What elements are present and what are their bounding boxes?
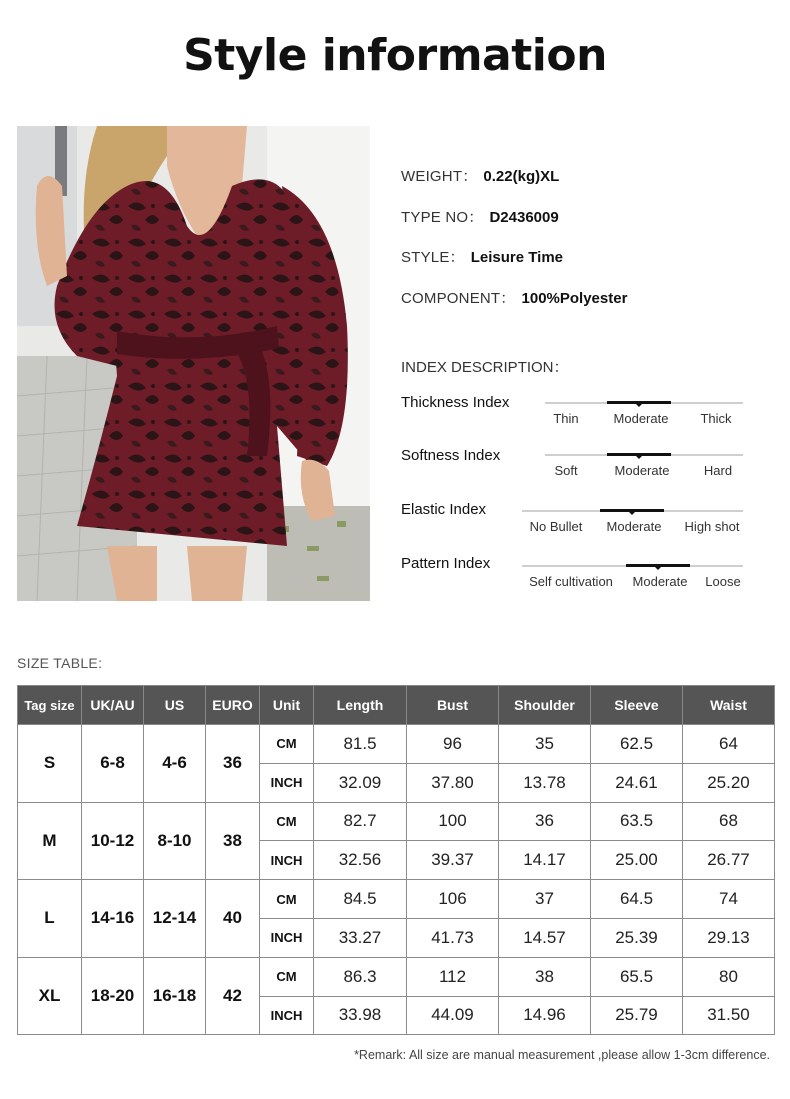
thickness-level-3: Thick <box>700 411 732 426</box>
softness-level-2: Moderate <box>614 463 670 478</box>
ukau-cell: 18-20 <box>82 957 144 1035</box>
bust-cell: 106 <box>407 880 499 919</box>
softness-level-1: Soft <box>554 463 578 478</box>
elastic-index-scale <box>522 510 743 512</box>
elastic-level-1: No Bullet <box>529 519 583 534</box>
header-ukau: UK/AU <box>82 686 144 725</box>
length-cell: 86.3 <box>314 957 407 996</box>
page-title: Style information <box>183 30 607 81</box>
spec-component-value: 100%Polyester <box>521 290 628 307</box>
waist-cell: 64 <box>683 725 775 764</box>
unit-cell: INCH <box>260 841 314 880</box>
header-us: US <box>144 686 206 725</box>
waist-cell: 68 <box>683 802 775 841</box>
elastic-level-3: High shot <box>684 519 740 534</box>
ukau-cell: 6-8 <box>82 725 144 803</box>
spec-weight-value: 0.22(kg)XL <box>483 168 560 185</box>
bust-cell: 44.09 <box>407 996 499 1035</box>
length-cell: 32.56 <box>314 841 407 880</box>
sleeve-cell: 24.61 <box>591 763 683 802</box>
ukau-cell: 14-16 <box>82 880 144 958</box>
unit-cell: INCH <box>260 918 314 957</box>
unit-cell: CM <box>260 957 314 996</box>
spec-style-label: STYLE： <box>401 249 465 266</box>
waist-cell: 31.50 <box>683 996 775 1035</box>
waist-cell: 80 <box>683 957 775 996</box>
shoulder-cell: 14.96 <box>499 996 591 1035</box>
euro-cell: 40 <box>206 880 260 958</box>
bust-cell: 41.73 <box>407 918 499 957</box>
header-euro: EURO <box>206 686 260 725</box>
ukau-cell: 10-12 <box>82 802 144 880</box>
header-tag-size: Tag size <box>18 686 82 725</box>
pattern-index-scale <box>522 565 743 567</box>
spec-type-label: TYPE NO： <box>401 209 484 226</box>
waist-cell: 25.20 <box>683 763 775 802</box>
spec-weight-label: WEIGHT： <box>401 168 478 185</box>
bust-cell: 112 <box>407 957 499 996</box>
sleeve-cell: 25.00 <box>591 841 683 880</box>
us-cell: 12-14 <box>144 880 206 958</box>
sleeve-cell: 62.5 <box>591 725 683 764</box>
waist-cell: 74 <box>683 880 775 919</box>
waist-cell: 26.77 <box>683 841 775 880</box>
header-waist: Waist <box>683 686 775 725</box>
spec-style-value: Leisure Time <box>470 249 563 266</box>
thickness-index-label: Thickness Index <box>401 394 510 411</box>
spec-component-label: COMPONENT： <box>401 290 516 307</box>
spec-type-value: D2436009 <box>489 209 559 226</box>
softness-index-scale <box>545 454 743 456</box>
header-shoulder: Shoulder <box>499 686 591 725</box>
waist-cell: 29.13 <box>683 918 775 957</box>
unit-cell: INCH <box>260 763 314 802</box>
thickness-index-scale <box>545 402 743 404</box>
unit-cell: CM <box>260 802 314 841</box>
thickness-level-2: Moderate <box>613 411 669 426</box>
header-bust: Bust <box>407 686 499 725</box>
length-cell: 81.5 <box>314 725 407 764</box>
size-table-title: SIZE TABLE: <box>17 655 103 671</box>
product-photo <box>17 126 370 601</box>
header-sleeve: Sleeve <box>591 686 683 725</box>
sleeve-cell: 63.5 <box>591 802 683 841</box>
index-description-title: INDEX DESCRIPTION： <box>401 359 569 376</box>
shoulder-cell: 13.78 <box>499 763 591 802</box>
bust-cell: 100 <box>407 802 499 841</box>
shoulder-cell: 14.57 <box>499 918 591 957</box>
pattern-level-2: Moderate <box>632 574 688 589</box>
sleeve-cell: 25.39 <box>591 918 683 957</box>
sleeve-cell: 25.79 <box>591 996 683 1035</box>
length-cell: 33.98 <box>314 996 407 1035</box>
table-row <box>18 957 775 996</box>
sleeve-cell: 65.5 <box>591 957 683 996</box>
pattern-level-1: Self cultivation <box>529 574 613 589</box>
pattern-index-pointer <box>654 566 662 570</box>
shoulder-cell: 37 <box>499 880 591 919</box>
bust-cell: 39.37 <box>407 841 499 880</box>
us-cell: 8-10 <box>144 802 206 880</box>
softness-level-3: Hard <box>703 463 733 478</box>
length-cell: 32.09 <box>314 763 407 802</box>
bust-cell: 96 <box>407 725 499 764</box>
header-length: Length <box>314 686 407 725</box>
unit-cell: CM <box>260 880 314 919</box>
spec-type-no <box>401 206 559 227</box>
elastic-index-label: Elastic Index <box>401 501 487 518</box>
spec-weight <box>401 165 559 186</box>
pattern-index-label: Pattern Index <box>401 555 491 572</box>
euro-cell: 42 <box>206 957 260 1035</box>
thickness-index-pointer <box>635 403 643 407</box>
softness-index-label: Softness Index <box>401 447 501 464</box>
tag-size-cell: XL <box>18 957 82 1035</box>
table-row <box>18 880 775 919</box>
shoulder-cell: 38 <box>499 957 591 996</box>
header-unit: Unit <box>260 686 314 725</box>
length-cell: 82.7 <box>314 802 407 841</box>
shoulder-cell: 35 <box>499 725 591 764</box>
euro-cell: 38 <box>206 802 260 880</box>
length-cell: 33.27 <box>314 918 407 957</box>
size-table <box>17 685 775 1035</box>
thickness-level-1: Thin <box>553 411 579 426</box>
shoulder-cell: 36 <box>499 802 591 841</box>
us-cell: 4-6 <box>144 725 206 803</box>
table-row <box>18 802 775 841</box>
tag-size-cell: S <box>18 725 82 803</box>
elastic-level-2: Moderate <box>606 519 662 534</box>
softness-index-pointer <box>635 455 643 459</box>
size-table-header <box>18 686 775 725</box>
length-cell: 84.5 <box>314 880 407 919</box>
tag-size-cell: L <box>18 880 82 958</box>
unit-cell: INCH <box>260 996 314 1035</box>
sleeve-cell: 64.5 <box>591 880 683 919</box>
us-cell: 16-18 <box>144 957 206 1035</box>
elastic-index-pointer <box>628 511 636 515</box>
spec-component <box>401 287 627 308</box>
shoulder-cell: 14.17 <box>499 841 591 880</box>
remark-note: *Remark: All size are manual measurement ,please allow 1-3cm difference. <box>354 1048 770 1062</box>
unit-cell: CM <box>260 725 314 764</box>
table-row <box>18 725 775 764</box>
pattern-level-3: Loose <box>705 574 741 589</box>
bust-cell: 37.80 <box>407 763 499 802</box>
spec-style <box>401 246 563 267</box>
euro-cell: 36 <box>206 725 260 803</box>
tag-size-cell: M <box>18 802 82 880</box>
